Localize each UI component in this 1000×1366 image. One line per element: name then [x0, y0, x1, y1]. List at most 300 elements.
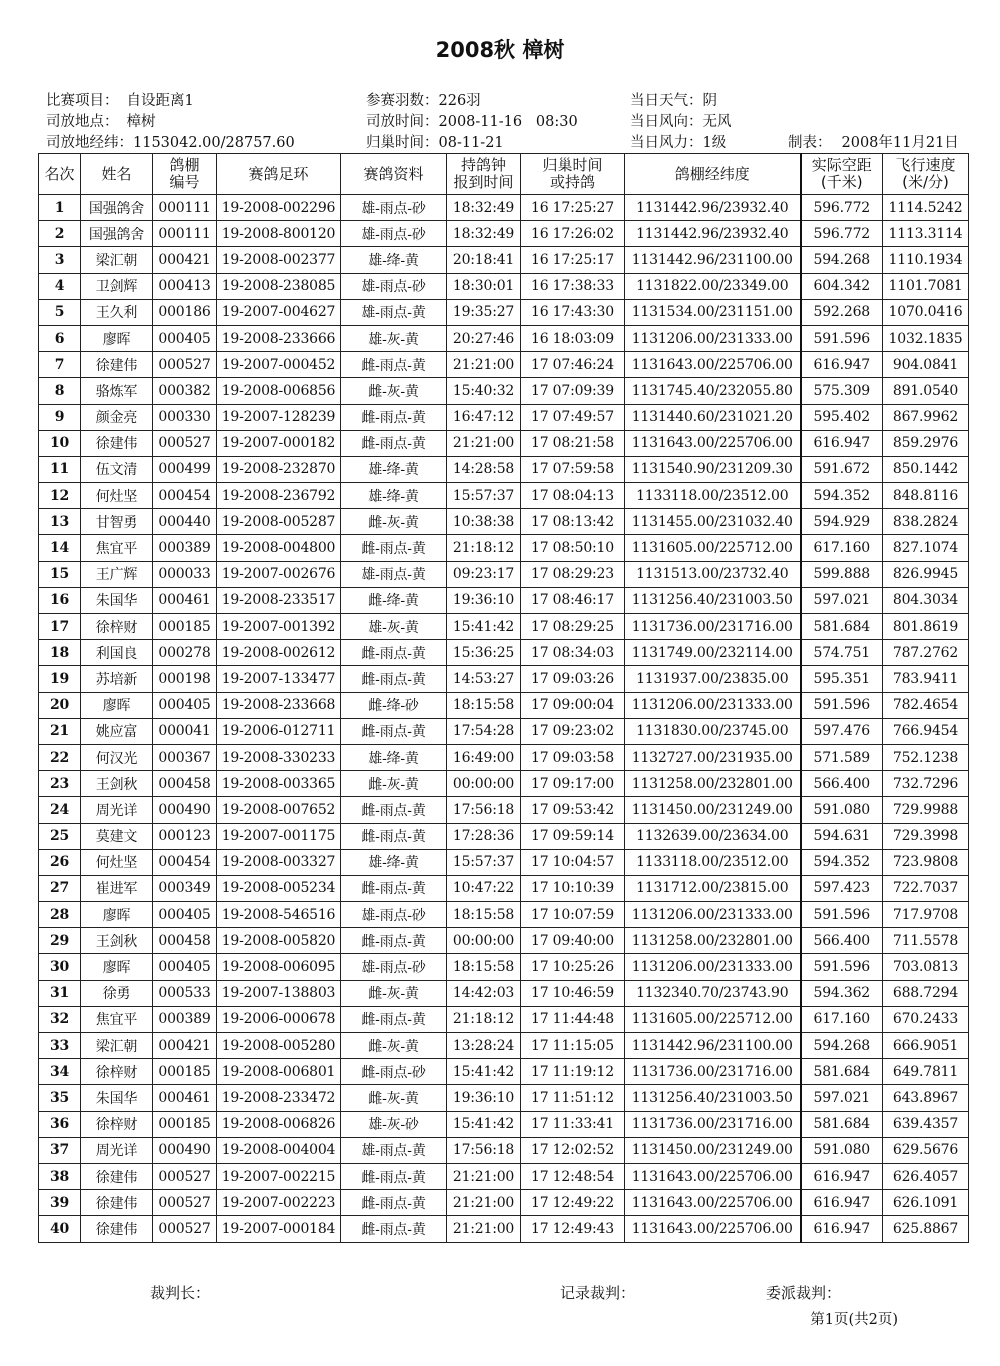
cell-distance: 574.751 — [801, 640, 883, 666]
cell-rank: 26 — [39, 849, 81, 875]
cell-bird-info: 雄-灰-黄 — [341, 325, 447, 351]
cell-speed: 688.7294 — [883, 980, 969, 1006]
cell-name: 梁汇朝 — [81, 1033, 153, 1059]
cell-bird-info: 雄-绛-黄 — [341, 483, 447, 509]
cell-ring: 19-2008-236792 — [217, 483, 341, 509]
table-row — [39, 221, 969, 247]
cell-ring: 19-2008-233472 — [217, 1085, 341, 1111]
cell-coords: 1131256.40/231003.50 — [625, 587, 801, 613]
table-row — [39, 666, 969, 692]
cell-rank: 29 — [39, 928, 81, 954]
info-wind-force — [630, 131, 726, 152]
col-header-distance: 实际空距 (千米) — [801, 154, 883, 195]
cell-arrival: 17 10:46:59 — [521, 980, 625, 1006]
cell-coords: 1131258.00/232801.00 — [625, 771, 801, 797]
cell-name: 廖晖 — [81, 954, 153, 980]
cell-speed: 625.8867 — [883, 1216, 969, 1242]
table-row — [39, 1190, 969, 1216]
cell-bird-info: 雌-雨点-黄 — [341, 1190, 447, 1216]
cell-loft-no: 000499 — [153, 456, 217, 482]
cell-speed: 732.7296 — [883, 771, 969, 797]
cell-name: 王广辉 — [81, 561, 153, 587]
cell-ring: 19-2007-133477 — [217, 666, 341, 692]
cell-name: 王剑秋 — [81, 928, 153, 954]
cell-bird-info: 雌-雨点-黄 — [341, 823, 447, 849]
cell-rank: 6 — [39, 325, 81, 351]
cell-distance: 594.631 — [801, 823, 883, 849]
table-row — [39, 1006, 969, 1032]
cell-distance: 597.476 — [801, 718, 883, 744]
cell-arrival: 17 11:33:41 — [521, 1111, 625, 1137]
page-title: 2008秋 樟树 — [435, 38, 565, 62]
table-row — [39, 430, 969, 456]
table-row — [39, 1137, 969, 1163]
cell-coords: 1131440.60/231021.20 — [625, 404, 801, 430]
col-header-bird-info: 赛鸽资料 — [341, 154, 447, 195]
cell-arrival: 17 08:29:23 — [521, 561, 625, 587]
cell-ring: 19-2007-138803 — [217, 980, 341, 1006]
info-wind-direction — [630, 110, 732, 131]
cell-speed: 859.2976 — [883, 430, 969, 456]
cell-distance: 616.947 — [801, 352, 883, 378]
cell-coords: 1131643.00/225706.00 — [625, 1190, 801, 1216]
col-header-arrival: 归巢时间 或持鸽 — [521, 154, 625, 195]
cell-loft-no: 000405 — [153, 902, 217, 928]
cell-ring: 19-2008-233668 — [217, 692, 341, 718]
cell-bird-info: 雌-绛-砂 — [341, 692, 447, 718]
cell-clock-time: 21:21:00 — [447, 1163, 521, 1189]
cell-speed: 1070.0416 — [883, 299, 969, 325]
cell-rank: 32 — [39, 1006, 81, 1032]
cell-clock-time: 16:47:12 — [447, 404, 521, 430]
cell-loft-no: 000490 — [153, 1137, 217, 1163]
cell-clock-time: 17:56:18 — [447, 1137, 521, 1163]
results-table — [38, 153, 969, 1243]
cell-ring: 19-2008-004800 — [217, 535, 341, 561]
cell-speed: 801.8619 — [883, 614, 969, 640]
cell-clock-time: 14:53:27 — [447, 666, 521, 692]
info-label: 归巢时间： — [366, 135, 439, 151]
cell-arrival: 17 11:51:12 — [521, 1085, 625, 1111]
table-row — [39, 456, 969, 482]
table-row — [39, 535, 969, 561]
cell-distance: 596.772 — [801, 195, 883, 221]
table-row — [39, 902, 969, 928]
info-value: 2008年11月21日 — [841, 135, 959, 151]
cell-distance: 591.080 — [801, 797, 883, 823]
cell-arrival: 17 07:09:39 — [521, 378, 625, 404]
cell-rank: 1 — [39, 195, 81, 221]
cell-rank: 5 — [39, 299, 81, 325]
cell-rank: 25 — [39, 823, 81, 849]
table-row — [39, 1059, 969, 1085]
cell-loft-no: 000527 — [153, 1163, 217, 1189]
cell-clock-time: 21:21:00 — [447, 352, 521, 378]
cell-clock-time: 13:28:24 — [447, 1033, 521, 1059]
cell-rank: 37 — [39, 1137, 81, 1163]
cell-speed: 804.3034 — [883, 587, 969, 613]
cell-clock-time: 21:18:12 — [447, 535, 521, 561]
info-label: 当日天气： — [630, 93, 703, 109]
cell-clock-time: 00:00:00 — [447, 928, 521, 954]
cell-ring: 19-2008-007652 — [217, 797, 341, 823]
cell-loft-no: 000330 — [153, 404, 217, 430]
cell-speed: 827.1074 — [883, 535, 969, 561]
cell-bird-info: 雌-灰-黄 — [341, 378, 447, 404]
cell-coords: 1131736.00/231716.00 — [625, 1059, 801, 1085]
cell-loft-no: 000111 — [153, 221, 217, 247]
cell-distance: 604.342 — [801, 273, 883, 299]
cell-speed: 904.0841 — [883, 352, 969, 378]
table-row — [39, 954, 969, 980]
cell-bird-info: 雄-灰-黄 — [341, 614, 447, 640]
cell-distance: 594.362 — [801, 980, 883, 1006]
info-value: 1153042.00/28757.60 — [133, 135, 295, 151]
cell-speed: 1110.1934 — [883, 247, 969, 273]
cell-arrival: 17 09:23:02 — [521, 718, 625, 744]
info-label: 司放时间： — [366, 114, 439, 130]
cell-distance: 591.596 — [801, 325, 883, 351]
cell-loft-no: 000185 — [153, 1059, 217, 1085]
cell-distance: 617.160 — [801, 1006, 883, 1032]
cell-clock-time: 19:35:27 — [447, 299, 521, 325]
cell-coords: 1133118.00/23512.00 — [625, 483, 801, 509]
cell-loft-no: 000123 — [153, 823, 217, 849]
cell-coords: 1131605.00/225712.00 — [625, 535, 801, 561]
cell-loft-no: 000382 — [153, 378, 217, 404]
table-row — [39, 352, 969, 378]
cell-name: 何汉光 — [81, 744, 153, 770]
cell-rank: 36 — [39, 1111, 81, 1137]
cell-name: 伍文清 — [81, 456, 153, 482]
cell-bird-info: 雌-雨点-砂 — [341, 1059, 447, 1085]
cell-bird-info: 雌-雨点-黄 — [341, 1163, 447, 1189]
cell-speed: 703.0813 — [883, 954, 969, 980]
cell-rank: 21 — [39, 718, 81, 744]
table-row — [39, 483, 969, 509]
cell-ring: 19-2008-233517 — [217, 587, 341, 613]
cell-ring: 19-2008-002296 — [217, 195, 341, 221]
cell-coords: 1131256.40/231003.50 — [625, 1085, 801, 1111]
cell-bird-info: 雄-绛-黄 — [341, 849, 447, 875]
cell-ring: 19-2008-233666 — [217, 325, 341, 351]
info-label: 司放地点： — [46, 114, 119, 130]
cell-coords: 1131643.00/225706.00 — [625, 1216, 801, 1242]
cell-name: 王久利 — [81, 299, 153, 325]
cell-clock-time: 21:18:12 — [447, 1006, 521, 1032]
cell-clock-time: 18:15:58 — [447, 692, 521, 718]
cell-arrival: 16 18:03:09 — [521, 325, 625, 351]
cell-name: 徐建伟 — [81, 1216, 153, 1242]
cell-loft-no: 000349 — [153, 875, 217, 901]
cell-speed: 729.3998 — [883, 823, 969, 849]
cell-loft-no: 000185 — [153, 614, 217, 640]
cell-clock-time: 15:41:42 — [447, 614, 521, 640]
cell-ring: 19-2006-000678 — [217, 1006, 341, 1032]
table-row — [39, 718, 969, 744]
cell-speed: 711.5578 — [883, 928, 969, 954]
cell-ring: 19-2007-001175 — [217, 823, 341, 849]
cell-speed: 838.2824 — [883, 509, 969, 535]
cell-bird-info: 雌-灰-黄 — [341, 1033, 447, 1059]
table-row — [39, 1085, 969, 1111]
cell-arrival: 17 09:53:42 — [521, 797, 625, 823]
info-label: 当日风向： — [630, 114, 703, 130]
cell-coords: 1131745.40/232055.80 — [625, 378, 801, 404]
cell-bird-info: 雄-绛-黄 — [341, 247, 447, 273]
cell-bird-info: 雄-灰-砂 — [341, 1111, 447, 1137]
table-row — [39, 1033, 969, 1059]
cell-bird-info: 雌-灰-黄 — [341, 1085, 447, 1111]
cell-coords: 1131206.00/231333.00 — [625, 692, 801, 718]
cell-arrival: 17 09:59:14 — [521, 823, 625, 849]
info-value: 2008-11-16 08:30 — [438, 114, 578, 130]
cell-coords: 1131450.00/231249.00 — [625, 797, 801, 823]
cell-rank: 40 — [39, 1216, 81, 1242]
cell-loft-no: 000198 — [153, 666, 217, 692]
cell-clock-time: 19:36:10 — [447, 587, 521, 613]
cell-bird-info: 雄-雨点-砂 — [341, 273, 447, 299]
cell-name: 徐梓财 — [81, 614, 153, 640]
cell-arrival: 17 10:04:57 — [521, 849, 625, 875]
cell-loft-no: 000405 — [153, 692, 217, 718]
info-value: 阴 — [702, 93, 717, 109]
cell-distance: 566.400 — [801, 771, 883, 797]
table-row — [39, 823, 969, 849]
cell-ring: 19-2008-006826 — [217, 1111, 341, 1137]
cell-bird-info: 雌-灰-黄 — [341, 509, 447, 535]
col-header-clock-time: 持鸽钟 报到时间 — [447, 154, 521, 195]
cell-name: 徐梓财 — [81, 1059, 153, 1085]
cell-ring: 19-2008-002377 — [217, 247, 341, 273]
cell-loft-no: 000421 — [153, 1033, 217, 1059]
cell-ring: 19-2007-000452 — [217, 352, 341, 378]
cell-clock-time: 17:56:18 — [447, 797, 521, 823]
cell-ring: 19-2008-005234 — [217, 875, 341, 901]
cell-ring: 19-2008-546516 — [217, 902, 341, 928]
info-label: 制表： — [788, 135, 832, 151]
cell-bird-info: 雌-灰-黄 — [341, 771, 447, 797]
cell-arrival: 16 17:43:30 — [521, 299, 625, 325]
cell-coords: 1131442.96/231100.00 — [625, 1033, 801, 1059]
cell-rank: 22 — [39, 744, 81, 770]
cell-name: 苏培新 — [81, 666, 153, 692]
table-header-row — [39, 154, 969, 195]
cell-rank: 4 — [39, 273, 81, 299]
cell-clock-time: 18:15:58 — [447, 954, 521, 980]
cell-ring: 19-2008-003327 — [217, 849, 341, 875]
cell-coords: 1131830.00/23745.00 — [625, 718, 801, 744]
cell-loft-no: 000533 — [153, 980, 217, 1006]
cell-rank: 15 — [39, 561, 81, 587]
cell-name: 何灶坚 — [81, 483, 153, 509]
page-number: 第1页(共2页) — [810, 1312, 898, 1328]
cell-arrival: 17 07:59:58 — [521, 456, 625, 482]
info-release-coords — [46, 131, 295, 152]
cell-bird-info: 雌-雨点-黄 — [341, 352, 447, 378]
cell-clock-time: 18:32:49 — [447, 221, 521, 247]
footer-delegate: 委派裁判： — [766, 1284, 842, 1302]
cell-name: 徐梓财 — [81, 1111, 153, 1137]
cell-coords: 1131643.00/225706.00 — [625, 1163, 801, 1189]
cell-distance: 591.080 — [801, 1137, 883, 1163]
cell-distance: 592.268 — [801, 299, 883, 325]
cell-coords: 1131442.96/23932.40 — [625, 195, 801, 221]
table-row — [39, 273, 969, 299]
table-row — [39, 928, 969, 954]
table-row — [39, 692, 969, 718]
table-row — [39, 771, 969, 797]
cell-speed: 1101.7081 — [883, 273, 969, 299]
cell-name: 焦宜平 — [81, 1006, 153, 1032]
table-row — [39, 875, 969, 901]
info-label: 司放地经纬： — [46, 135, 133, 151]
info-return-time — [366, 131, 504, 152]
cell-speed: 626.4057 — [883, 1163, 969, 1189]
cell-distance: 595.402 — [801, 404, 883, 430]
table-row — [39, 980, 969, 1006]
cell-coords: 1131455.00/231032.40 — [625, 509, 801, 535]
cell-arrival: 17 09:03:58 — [521, 744, 625, 770]
cell-clock-time: 19:36:10 — [447, 1085, 521, 1111]
cell-ring: 19-2007-004627 — [217, 299, 341, 325]
cell-speed: 867.9962 — [883, 404, 969, 430]
cell-bird-info: 雌-雨点-黄 — [341, 640, 447, 666]
cell-name: 焦宜平 — [81, 535, 153, 561]
cell-loft-no: 000527 — [153, 430, 217, 456]
cell-ring: 19-2008-238085 — [217, 273, 341, 299]
cell-loft-no: 000278 — [153, 640, 217, 666]
cell-rank: 20 — [39, 692, 81, 718]
cell-name: 廖晖 — [81, 325, 153, 351]
cell-speed: 666.9051 — [883, 1033, 969, 1059]
cell-speed: 1114.5242 — [883, 195, 969, 221]
cell-speed: 629.5676 — [883, 1137, 969, 1163]
cell-name: 崔进军 — [81, 875, 153, 901]
cell-coords: 1133118.00/23512.00 — [625, 849, 801, 875]
cell-arrival: 16 17:26:02 — [521, 221, 625, 247]
cell-clock-time: 15:41:42 — [447, 1059, 521, 1085]
cell-name: 卫剑辉 — [81, 273, 153, 299]
cell-ring: 19-2008-005820 — [217, 928, 341, 954]
cell-bird-info: 雌-雨点-黄 — [341, 875, 447, 901]
table-row — [39, 1216, 969, 1242]
cell-rank: 24 — [39, 797, 81, 823]
cell-name: 徐建伟 — [81, 1163, 153, 1189]
cell-bird-info: 雌-雨点-黄 — [341, 1216, 447, 1242]
cell-distance: 616.947 — [801, 1190, 883, 1216]
cell-ring: 19-2008-232870 — [217, 456, 341, 482]
cell-distance: 591.596 — [801, 692, 883, 718]
cell-arrival: 17 11:19:12 — [521, 1059, 625, 1085]
cell-speed: 717.9708 — [883, 902, 969, 928]
cell-clock-time: 21:21:00 — [447, 430, 521, 456]
cell-coords: 1131540.90/231209.30 — [625, 456, 801, 482]
cell-ring: 19-2008-006095 — [217, 954, 341, 980]
cell-name: 国强鸽舍 — [81, 195, 153, 221]
cell-loft-no: 000405 — [153, 325, 217, 351]
cell-arrival: 17 12:02:52 — [521, 1137, 625, 1163]
cell-clock-time: 00:00:00 — [447, 771, 521, 797]
cell-distance: 597.423 — [801, 875, 883, 901]
cell-distance: 591.596 — [801, 954, 883, 980]
cell-coords: 1132727.00/231935.00 — [625, 744, 801, 770]
cell-coords: 1131258.00/232801.00 — [625, 928, 801, 954]
cell-ring: 19-2007-128239 — [217, 404, 341, 430]
cell-arrival: 17 09:40:00 — [521, 928, 625, 954]
cell-name: 莫建文 — [81, 823, 153, 849]
cell-ring: 19-2008-330233 — [217, 744, 341, 770]
cell-clock-time: 18:15:58 — [447, 902, 521, 928]
cell-distance: 599.888 — [801, 561, 883, 587]
cell-speed: 826.9945 — [883, 561, 969, 587]
cell-name: 颜金亮 — [81, 404, 153, 430]
cell-ring: 19-2007-000182 — [217, 430, 341, 456]
cell-loft-no: 000041 — [153, 718, 217, 744]
cell-coords: 1131442.96/231100.00 — [625, 247, 801, 273]
cell-name: 周光详 — [81, 797, 153, 823]
cell-distance: 597.021 — [801, 587, 883, 613]
col-header-rank: 名次 — [39, 154, 81, 195]
cell-clock-time: 15:40:32 — [447, 378, 521, 404]
cell-bird-info: 雌-雨点-黄 — [341, 535, 447, 561]
info-value: 1级 — [702, 135, 727, 151]
cell-arrival: 17 11:15:05 — [521, 1033, 625, 1059]
cell-loft-no: 000461 — [153, 1085, 217, 1111]
cell-speed: 782.4654 — [883, 692, 969, 718]
cell-clock-time: 15:57:37 — [447, 483, 521, 509]
cell-coords: 1132639.00/23634.00 — [625, 823, 801, 849]
cell-distance: 616.947 — [801, 430, 883, 456]
cell-name: 朱国华 — [81, 587, 153, 613]
cell-name: 廖晖 — [81, 692, 153, 718]
cell-ring: 19-2008-005287 — [217, 509, 341, 535]
info-label: 参赛羽数： — [366, 93, 439, 109]
table-row — [39, 1163, 969, 1189]
cell-ring: 19-2008-003365 — [217, 771, 341, 797]
cell-loft-no: 000458 — [153, 928, 217, 954]
cell-distance: 566.400 — [801, 928, 883, 954]
table-row — [39, 404, 969, 430]
cell-speed: 722.7037 — [883, 875, 969, 901]
cell-clock-time: 21:21:00 — [447, 1190, 521, 1216]
cell-distance: 594.352 — [801, 849, 883, 875]
col-header-loft-no: 鸽棚 编号 — [153, 154, 217, 195]
cell-speed: 850.1442 — [883, 456, 969, 482]
cell-distance: 595.351 — [801, 666, 883, 692]
cell-name: 徐建伟 — [81, 1190, 153, 1216]
cell-speed: 639.4357 — [883, 1111, 969, 1137]
cell-rank: 19 — [39, 666, 81, 692]
cell-distance: 594.268 — [801, 1033, 883, 1059]
cell-bird-info: 雌-绛-黄 — [341, 587, 447, 613]
cell-arrival: 17 09:17:00 — [521, 771, 625, 797]
cell-loft-no: 000527 — [153, 352, 217, 378]
cell-rank: 30 — [39, 954, 81, 980]
cell-coords: 1131749.00/232114.00 — [625, 640, 801, 666]
cell-rank: 38 — [39, 1163, 81, 1189]
cell-arrival: 17 07:46:24 — [521, 352, 625, 378]
cell-arrival: 17 10:10:39 — [521, 875, 625, 901]
cell-coords: 1131442.96/23932.40 — [625, 221, 801, 247]
cell-rank: 28 — [39, 902, 81, 928]
cell-distance: 616.947 — [801, 1216, 883, 1242]
cell-rank: 34 — [39, 1059, 81, 1085]
cell-clock-time: 10:47:22 — [447, 875, 521, 901]
cell-name: 王剑秋 — [81, 771, 153, 797]
cell-arrival: 17 08:13:42 — [521, 509, 625, 535]
cell-loft-no: 000527 — [153, 1216, 217, 1242]
